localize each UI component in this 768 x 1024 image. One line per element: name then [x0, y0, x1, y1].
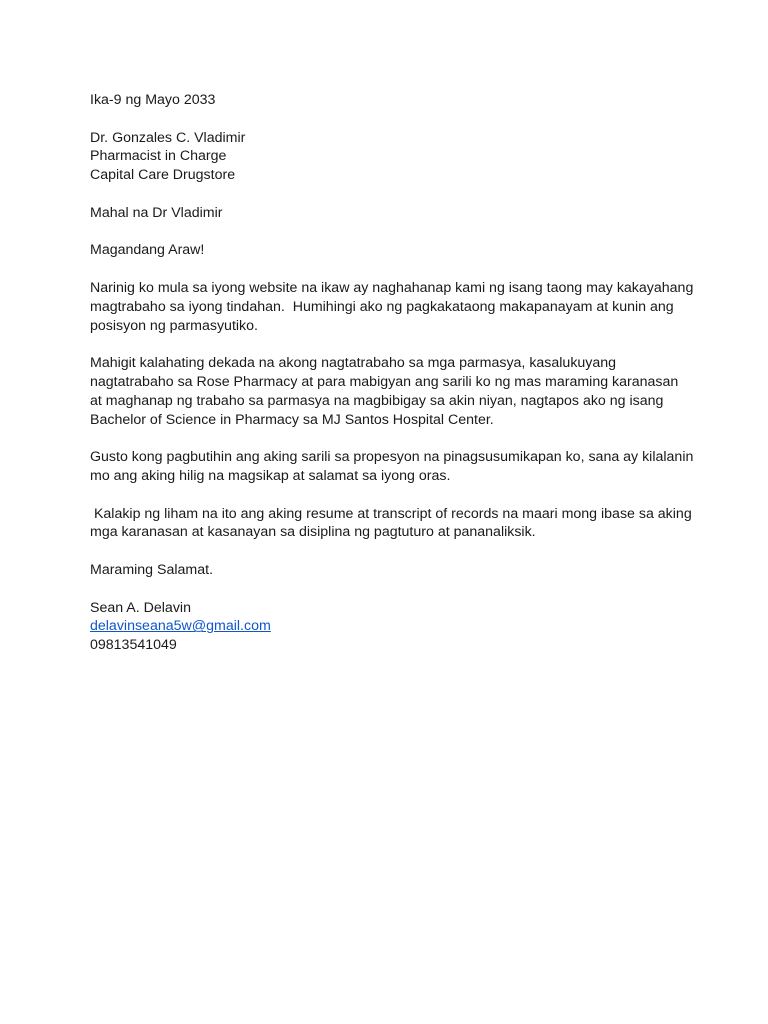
paragraph-line: Narinig ko mula sa iyong website na ikaw ay naghahanap kami ng isang taong may kakayahang [90, 279, 694, 296]
paragraph-line: at maghanap ng trabaho sa parmasya na magbibigay sa akin niyan, nagtapos ako ng isang [90, 392, 664, 409]
paragraph-line: magtrabaho sa iyong tindahan. Humihingi ako ng pagkakataong makapanayam at kunin ang [90, 298, 674, 315]
recipient-name: Dr. Gonzales C. Vladimir [90, 129, 246, 146]
closing: Maraming Salamat. [90, 561, 214, 578]
greeting: Magandang Araw! [90, 242, 205, 259]
sender-name: Sean A. Delavin [90, 599, 191, 616]
paragraph-line: Kalakip ng liham na ito ang aking resume at transcript of records na maari mong ibase sa aking [90, 505, 692, 522]
salutation-block [90, 204, 690, 223]
paragraph-line: posisyon ng parmasyutiko. [90, 317, 258, 334]
recipient-block [90, 129, 690, 185]
paragraph-line: nagtatrabaho sa Rose Pharmacy at para mabigyan ang sarili ko ng mas maraming karanasan [90, 373, 679, 390]
salutation: Mahal na Dr Vladimir [90, 204, 223, 221]
recipient-company: Capital Care Drugstore [90, 167, 236, 184]
paragraph-line: Gusto kong pagbutihin ang aking sarili sa propesyon na pinagsusumikapan ko, sana ay kilalanin [90, 449, 694, 466]
paragraph-2 [90, 354, 690, 429]
closing-block [90, 561, 690, 580]
paragraph-3 [90, 448, 694, 486]
paragraph-4 [90, 505, 690, 543]
letter-body [90, 91, 694, 674]
sender-email-link[interactable]: delavinseana5w@gmail.com [90, 618, 271, 635]
letter-date: Ika-9 ng Mayo 2033 [90, 92, 216, 108]
letter-date-block [90, 91, 690, 110]
paragraph-line: mga karanasan at kasanayan sa disiplina ng pagtuturo at pananaliksik. [90, 524, 536, 541]
greeting-block [90, 241, 690, 260]
recipient-position: Pharmacist in Charge [90, 148, 227, 165]
paragraph-line: Mahigit kalahating dekada na akong nagtatrabaho sa mga parmasya, kasalukuyang [90, 355, 617, 372]
paragraph-1 [90, 279, 694, 335]
paragraph-line: Bachelor of Science in Pharmacy sa MJ Santos Hospital Center. [90, 411, 494, 428]
paragraph-line: mo ang aking hilig na magsikap at salamat sa iyong oras. [90, 467, 451, 484]
sender-phone: 09813541049 [90, 637, 177, 654]
signature-block [90, 599, 690, 655]
